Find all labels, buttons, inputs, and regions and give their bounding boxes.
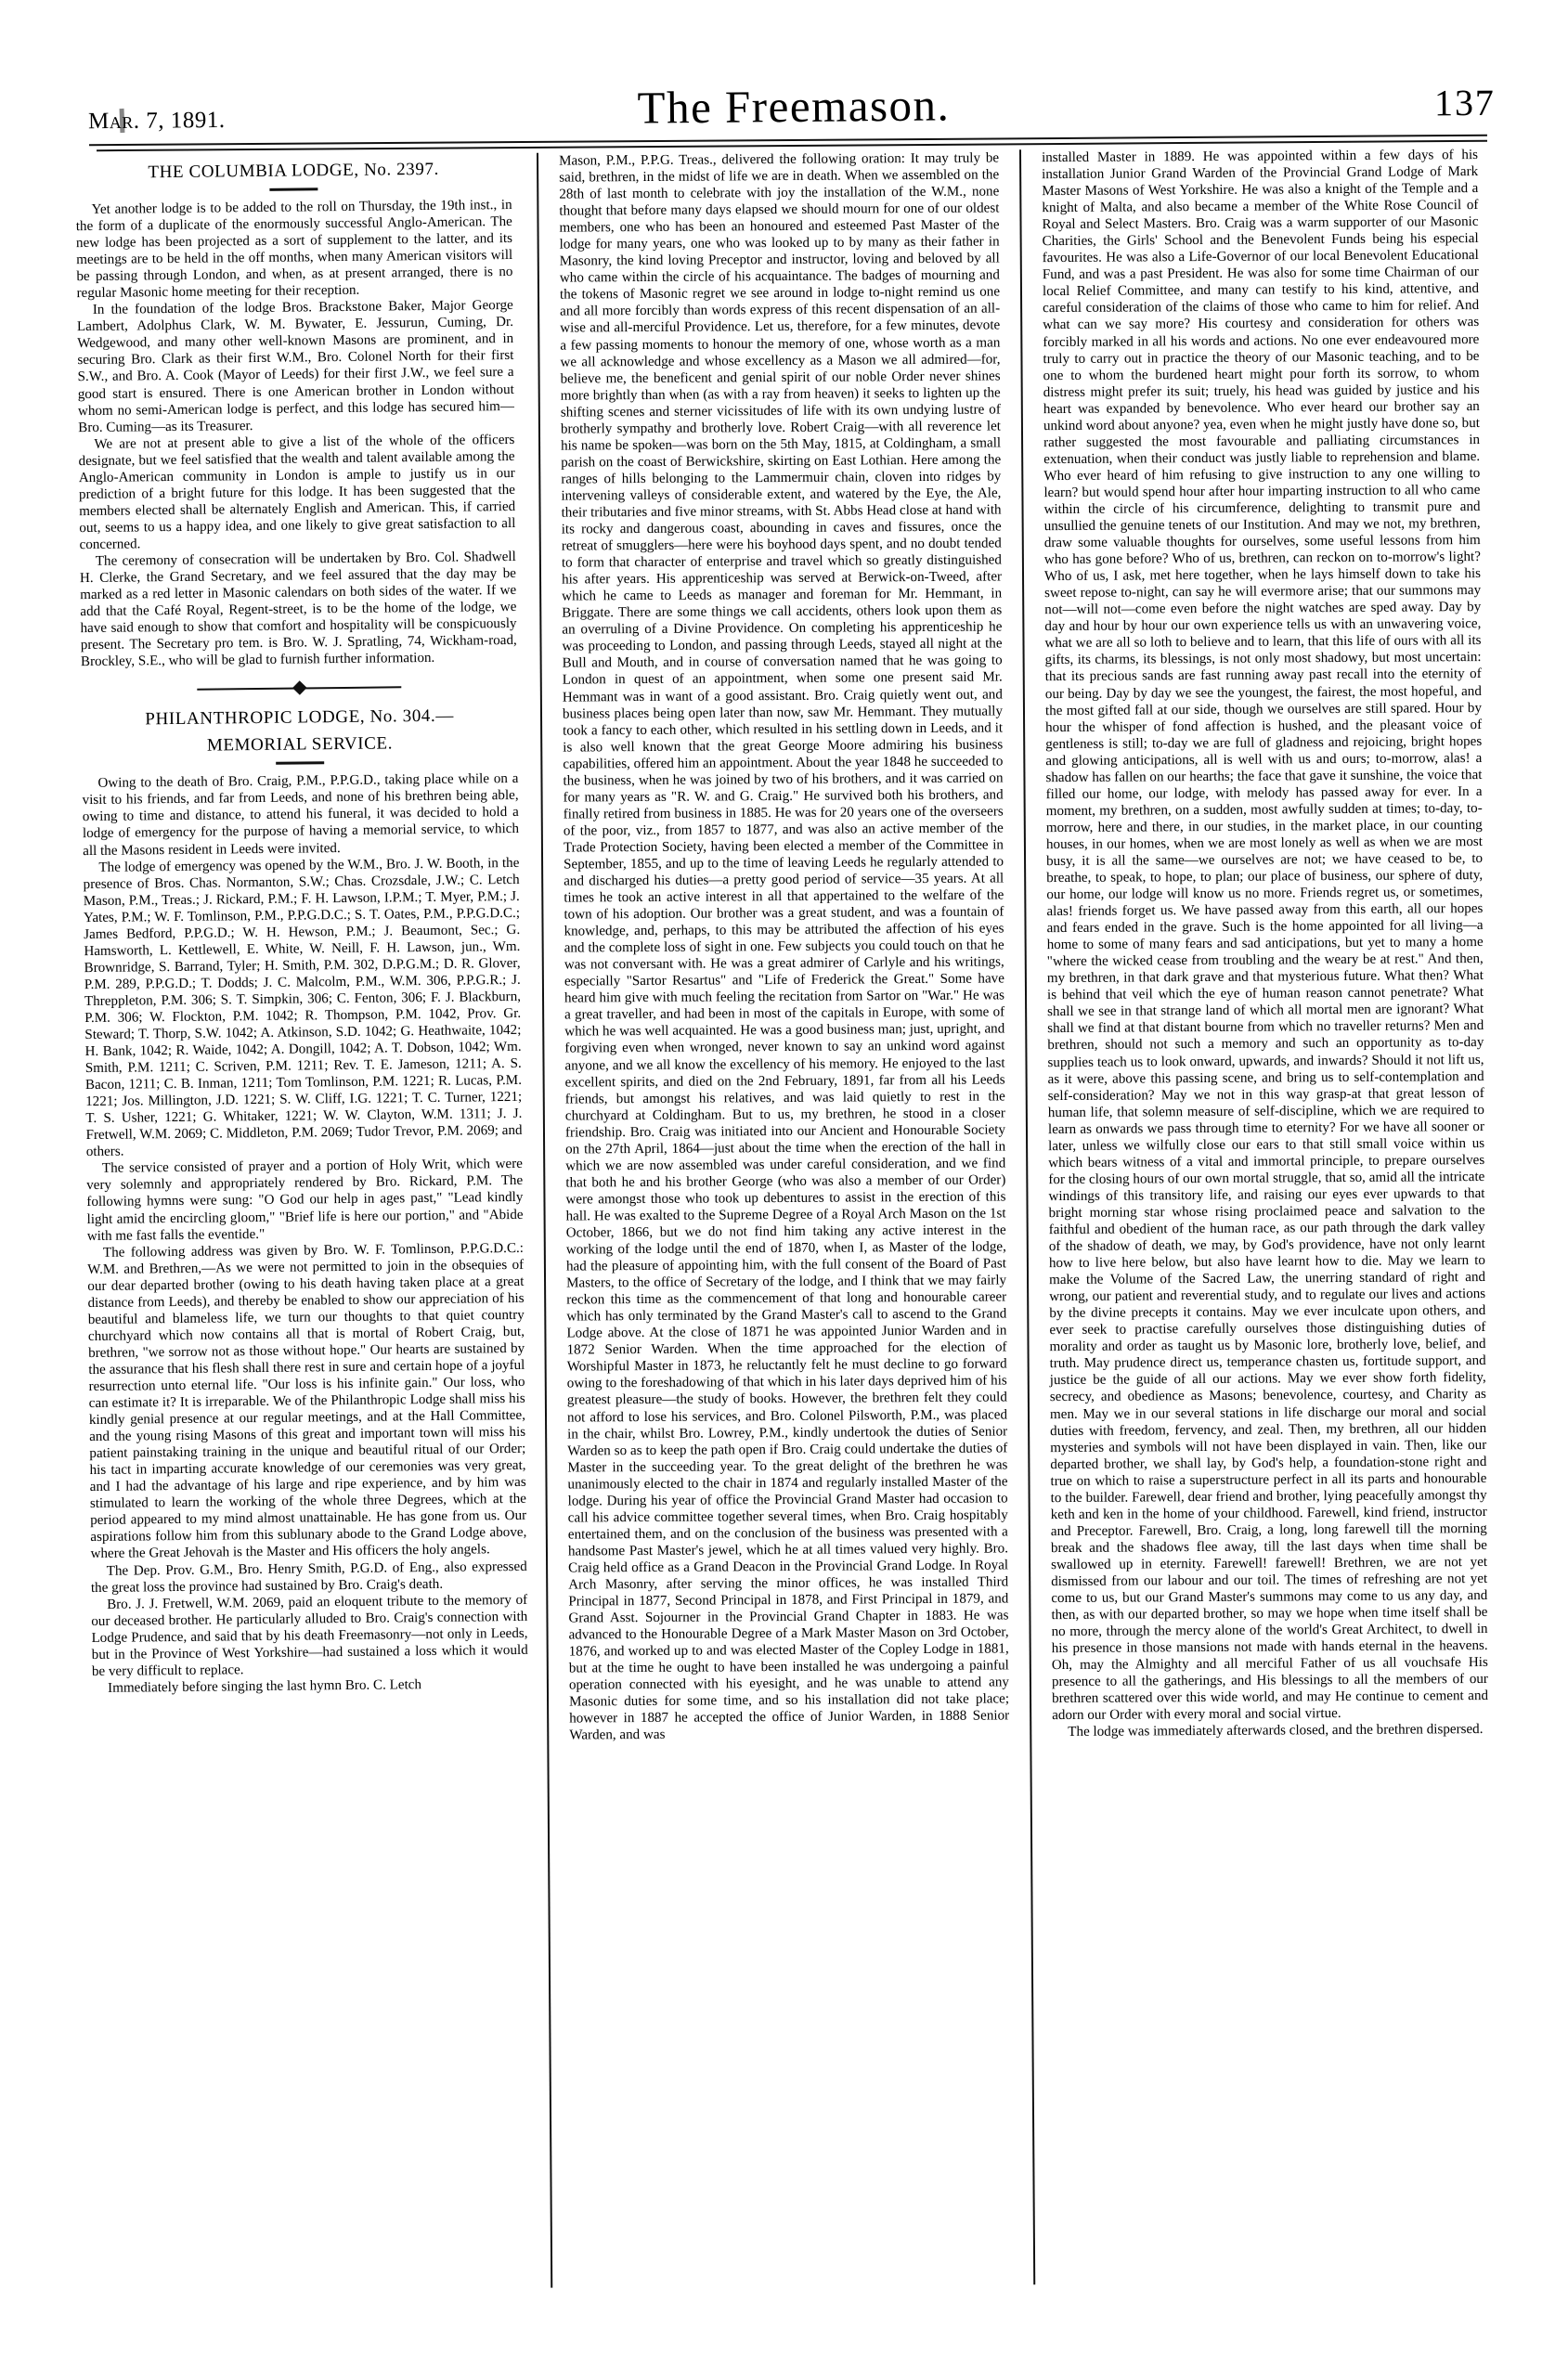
page-number: 137 — [1433, 81, 1497, 124]
article-paragraph: The lodge was immediately afterwards closed, and the brethren dispersed. — [1068, 1722, 1484, 1740]
section-heading: THE COLUMBIA LODGE, No. 2397. — [148, 159, 440, 183]
section-heading: MEMORIAL SERVICE. — [206, 733, 394, 756]
article-paragraph: The service consisted of prayer and a portion of Holy Writ, which were very solemnly and appropriately rendered by Bro. Rickard, P.M. The following hymns were sung: "O God our help in ages past," "Lead kindly light amid the encircling gloom," "Brief life is here our portion," and "Abide with me fast falls the eventide." — [86, 1157, 524, 1244]
column-2 — [537, 149, 1035, 2287]
article-paragraph: The lodge of emergency was opened by the W.M., Bro. J. W. Booth, in the presence of Bros. Chas. Normanton, S.W.; Chas. Crozsdale, J.W.; C. Letch Mason, P.M., Treas.; J. Rickard, P.M.; F. H. Lawson, I.P.M.; T. Myer, P.M.; J. Yates, P.M.; W. F. Tomlinson, P.M., P.P.G.D.C.; S. T. Oates, P.M., P.P.G.D.C.; James Bedford, P.P.G.D.; W. H. Hewson, P.M.; J. Beaumont, Sec.; G. Hamsworth, L. Kettlewell, E. White, W. Neill, F. H. Lawson, jun., Wm. Brownridge, S. Barrand, Tyler; H. Smith, P.M. 302, D.P.G.M.; D. R. Glover, P.M. 289, P.P.G.D.; T. Dodds; J. C. Malcolm, P.M., W.M. 306, P.P.G.R.; J. Threppleton, P.M. 306; S. T. Simpkin, 306; C. Fenton, 306; F. J. Blackburn, P.M. 306; W. Flockton, P.M. 1042; R. Thompson, P.M. 1042, Prov. Gr. Steward; T. Thorp, S.W. 1042; A. Atkinson, S.D. 1042; G. Heathwaite, 1042; H. Bank, 1042; R. Waide, 1042; A. Dongill, 1042; A. T. Dobson, 1042; Wm. Smith, P.M. 1211; C. Scriven, P.M. 1211; Rev. T. E. Jameson, 1211; A. S. Bacon, 1211; C. B. Inman, 1211; Tom Tomlinson, P.M. 1221; R. Lucas, P.M. 1221; Jos. Millington, J.D. 1221; S. W. Cliff, I.G. 1221; T. C. Turner, 1221; T. S. Usher, 1221; G. Whitaker, 1221; W. W. Clayton, W.M. 1311; J. J. Fretwell, W.M. 2069; C. Middleton, P.M. 2069; Tudor Trevor, P.M. 2069; and others. — [83, 855, 523, 1160]
heading-rule — [276, 762, 324, 766]
article-paragraph: The following address was given by Bro. W. F. Tomlinson, P.P.G.D.C.: W.M. and Brethren,—As we were not permitted to join in the obsequies of our dear departed brother (owing to his death having taken place at a great distance from Leeds), and thereby be enabled to show our appreciation of his beautiful and blameless life, we turn our thoughts to that quiet country churchyard which now contains all that is mortal of Robert Craig, but, brethren, "we sorrow not as those without hope." Our hearts are sustained by the assurance that his flesh shall there rest in sure and certain hope of a joyful resurrection unto eternal life. "Our loss is his infinite gain." Our loss, who can estimate it? It is irreparable. We of the Philanthropic Lodge shall miss his kindly genial presence at our regular meetings, and at the Hall Committee, and the young rising Masons of this great and important town will miss his patient painstaking training in the unique and beautiful ritual of our Order; his tact in imparting accurate knowledge of our ceremonies was very great, and I had the advantage of his large and ripe experience, and by him was stimulated to learn the working of the whole three Degrees, which at the period appeared to my mind almost unattainable. He has gone from us. Our aspirations follow him from this sublunary abode to the Grand Lodge above, where the Great Jehovah is the Master and His officers the holy angels. — [87, 1240, 527, 1562]
article-paragraph: Bro. J. J. Fretwell, W.M. 2069, paid an eloquent tribute to the memory of our deceased brother. He particularly alluded to Bro. Craig's connection with Lodge Prudence, and said that by his death Freemasonry—not only in Leeds, but in the Province of West Yorkshire—had sustained a loss which it would be very difficult to replace. — [91, 1592, 528, 1679]
column-3 — [1021, 147, 1492, 2284]
section-heading: PHILANTHROPIC LODGE, No. 304.— — [145, 705, 455, 730]
publication-title: The Freemason. — [637, 79, 951, 134]
diamond-icon — [292, 681, 307, 696]
article-paragraph: Mason, P.M., P.P.G. Treas., delivered the following oration: It may truly be said, brethren, in the midst of life we are in death. When we assembled on the 28th of last month to celebrate with joy the installation of the W.M., none thought that before many days elapsed we should mourn for one of our oldest members, one who has been an honoured and esteemed Past Master of the lodge for many years, one who was looked up to by many as their father in Masonry, the kind loving Preceptor and instructor, loving and beloved by all who came within the circle of his acquaintance. The badges of mourning and the tokens of Masonic regret we see around in lodge to-night remind us one and all more forcibly than words express of this recent dispensation of an all-wise and all-merciful Providence. Let us, therefore, for a few minutes, devote a few passing moments to honour the memory of one, whose worth as a man we all acknowledge and whose excellency as a Mason we all admired—for, believe me, the beneficent and genial spirit of our noble Order never shines more brightly than when (as with a ray from heaven) it seeks to lighten up the shifting scenes and sterner vicissitudes of life with its own undying lustre of brotherly sympathy and brotherly love. Robert Craig—with all reverence let his name be spoken—was born on the 5th May, 1815, at Coldingham, a small parish on the coast of Berwickshire, skirting on East Lothian. Here among the ranges of hills belonging to the Lammermuir chain, cloven into ridges by intervening valleys of considerable extent, and watered by the Eye, the Ale, their tributaries and five minor streams, with St. Abbs Head close at hand with its rocky and dangerous coast, abounding in caves and fissures, once the retreat of smugglers—here were his boyhood days spent, and no doubt tended to form that character of enterprise and travel which so greatly distinguished his after years. His apprenticeship was served at Berwick-on-Tweed, after which he came to Leeds as manager and foreman for Mr. Hemmant, in Briggate. There are some things we call accidents, others look upon them as an overruling of a Divine Providence. On completing his apprenticeship he was proceeding to London, and passing through Leeds, stayed all night at the Bull and Mouth, and in course of conversation named that he was going to London in quest of an appointment, when some one present said Mr. Hemmant was in want of a good assistant. Bro. Craig quietly went out, and business places being open later than now, saw Mr. Hemmant. They mutually took a fancy to each other, which resulted in his settling down in Leeds, and it is also well known that the great George Moore admiring his business capabilities, offered him an appointment. About the year 1848 he succeeded to the business, when he was joined by two of his brothers, and it was carried on for many years as "R. W. and G. Craig." He survived both his brothers, and finally retired from business in 1885. He was for 20 years one of the overseers of the poor, viz., from 1857 to 1877, and was also an active member of the Trade Protection Society, having been elected a member of the Committee in September, 1855, and up to the time of leaving Leeds he regularly attended to and discharged his duties—a pretty good period of service—35 years. At all times he took an active interest in all that appertained to the welfare of the town of his adoption. Our brother was a great student, and was a fountain of knowledge, and, perhaps, to this may be attributed the affection of his eyes and the complete loss of sight in one. Few subjects you could touch on that he was not conversant with. He was a great admirer of Carlyle and his writings, especially "Sartor Resartus" and "Life of Frederick the Great." Some have heard him give with much feeling the recitation from Sartor on "War." He was a great traveller, and had been in most of the capitals in Europe, with some of which he was well acquainted. He was a good business man; just, upright, and forgiving even when wronged, never known to say an unkind word against anyone, and we all know the excellency of his memory. He enjoyed to the last excellent spirits, and died on the 2nd February, 1891, far from all his Leeds friends, but amongst his relatives, and was laid quietly to rest in the churchyard at Coldingham. But to us, my brethren, he stood in a closer friendship. Bro. Craig was initiated into our Ancient and Honourable Society on the 27th April, 1864—just about the time when the erection of the hall in which we are now assembled was under careful consideration, and we find that both he and his brother George (who was also a member of our Order) were amongst those who took up debentures to assist in the erection of this hall. He was exalted to the Supreme Degree of a Royal Arch Mason on the 1st October, 1866, but we do not find him taking any active interest in the working of the lodge until the end of 1870, when I, as Master of the lodge, had the pleasure of appointing him, with the full consent of the Board of Past Masters, to the office of Secretary of the lodge, and I think that we may fairly reckon this time as the commencement of that long and honourable career which has only terminated by the Grand Master's call to ascend to the Grand Lodge above. At the close of 1871 he was appointed Junior Warden and in 1872 Senior Warden. When the time approached for the election of Worshipful Master in 1873, he reluctantly felt he must decline to go forward owing to the foreshadowing of that which in his later days deprived him of his greatest pleasure—the study of books. However, the brethren felt they could not afford to lose his services, and Bro. Colonel Pilsworth, P.M., was placed in the chair, whilst Bro. Lowrey, P.M., kindly undertook the duties of Senior Warden so as to keep the path open if Bro. Craig could undertake the duties of Master in the succeeding year. To the great delight of the brethren he was unanimously elected to the chair in 1874 and regularly installed Master of the lodge. During his year of office the Provincial Grand Master had occasion to call his advice committee together several times, when Bro. Craig hospitably entertained them, and on the conclusion of the business was presented with a handsome Past Master's jewel, which he at all times valued very highly. Bro. Craig held office as a Grand Deacon in the Provincial Grand Lodge. In Royal Arch Masonry, after serving the minor offices, he was installed Third Principal in 1877, Second Principal in 1878, and First Principal in 1879, and Grand Asst. Sojourner in the Provincial Grand Chapter in 1883. He was advanced to the Honourable Degree of a Mark Master Mason on 3rd October, 1876, and worked up to and was elected Master of the Copley Lodge in 1881, but at the time he ought to have been installed he was undergoing a painful operation connected with his eyesight, and he was unable to attend any Masonic duties for some time, and so his installation did not take place; however in 1887 he accepted the office of Junior Warden, in 1888 Senior Warden, and was — [558, 150, 1010, 1743]
article-paragraph: Owing to the death of Bro. Craig, P.M., P.P.G.D., taking place while on a visit to his friends, and far from Leeds, and none of his brethren being able, owing to time and distance, to attend his funeral, it was decided to hold a lodge of emergency for the purpose of having a memorial service, to which all the Masons resident in Leeds were invited. — [82, 771, 520, 859]
issue-date: Mar. 7, 1891. — [87, 107, 226, 135]
article-paragraph: Yet another lodge is to be added to the roll on Thursday, the 19th inst., in the form of a duplicate of the enormously successful Anglo-American. The new lodge has been projected as a sort of supplement to the latter, and its meetings are to be held in the off months, when many American visitors will be passing through London, and when, as at present arranged, there is no regular Masonic home meeting for their reception. — [75, 197, 513, 302]
article-paragraph: Immediately before singing the last hymn Bro. C. Letch — [108, 1676, 422, 1696]
heading-rule — [269, 188, 317, 191]
column-1 — [75, 152, 555, 2292]
article-paragraph: installed Master in 1889. He was appointed within a few days of his installation Junior Grand Warden of the Provincial Grand Lodge of Mark Master Masons of West Yorkshire. He was also a knight of the Temple and a knight of Malta, and also became a member of the White Rose Council of Royal and Select Masters. Bro. Craig was a warm supporter of our Masonic Charities, the Girls' School and the Benevolent Funds being his especial favourites. He was also a Life-Governor of our local Benevolent Educational Fund, and was a past President. He was also for some time Chairman of our local Relief Committee, and many can testify to his kind, attentive, and careful consideration of the claims of those who came to him for relief. And what can we say more? His courtesy and consideration for others was forcibly marked in all his words and actions. No one ever endeavoured more truly to carry out in practice the theory of our Masonic teaching, and to be one to whom the burdened heart might pour forth its sorrow, to whom distress might prefer its suit; truely, his head was guided by justice and his heart was expanded by benevolence. Who ever heard our brother say an unkind word about anyone? yea, even when he might justly have done so, but rather suggested the most favourable and palliating circumstances in extenuation, when their conduct was justly liable to reprehension and blame. Who ever heard of him refusing to give instruction to any one willing to learn? but would spend hour after hour imparting instruction to all who came within the circle of his circumference, delighting to transmit pure and unsullied the genuine tenets of our Institution. And may we not, my brethren, draw some valuable thoughts for ourselves, some useful lessons from him who has gone before? Who of us, brethren, can reckon on to-morrow's light? Who of us, I ask, met here together, when he lays himself down to take his sweet repose to-night, can say he will evermore arise; that our summons may not—will not—come even before the night watches are sped away. Day by day and hour by hour our own experience tells us with an unwavering voice, what we are all so loth to believe and to learn, that this life of ours with all its gifts, its charms, its blessings, is not only most shadowy, but most uncertain: that its precious sands are fast running away past recall into the eternity of our being. Day by day we see the youngest, the fairest, the most hopeful, and the most gifted fall at our side, though we ourselves are still spared. Hour by hour the whisper of fond affection is hushed, and the pleasant voice of gentleness is still; to-day we are full of gladness and rejoicing, bright hopes and glowing anticipations, all is well with us and ours; to-morrow, alas! a shadow has fallen on our hearths; the face that gave it sunshine, the voice that filled our home, our lodge, with melody has passed away for ever. In a moment, my brethren, on a sudden, most awfully sudden at times; to-day, to-morrow, here and there, in our studies, in the market place, in our counting houses, in our homes, when we are most lonely as well as when we are most busy, it is all the same—we ourselves are not; we have ceased to be, to breathe, to speak, to hope, to plan; our place of business, our sphere of duty, our home, our lodge will know us no more. Friends regret us, or sometimes, alas! friends forget us. We have passed away from this earth, all our hopes and fears ended in the grave. Such is the home appointed for all living—a home to some of many fears and sad anticipations, but yet to many a home "where the wicked cease from troubling and the weary be at rest." And then, my brethren, in that dark grave and that mysterious future. What then? What is behind that veil which the eye of human reason cannot penetrate? What shall we see in that strange land of which all mortal men are ignorant? What shall we find at that distant bourne from which no traveller returns? Men and brethren, should not such a memory and such an opportunity as to-day supplies teach us to look onward, upwards, and inwards? Should it not lift us, as it were, above this passing scene, and bring us to self-contemplation and self-consideration? May we not in this way grasp-at that great lesson of human life, that solemn measure of self-discipline, which we are required to learn as onwards we pass through time to eternity? For we have all sooner or later, unless we wilfully close our ears to that still small voice within us which bears witness of a vital and immortal principle, to prepare ourselves for the closing hours of our own mortal struggle, that so, amid all the intricate windings of this transitory life, and raising our eyes ever upwards to that bright morning star whose rising proclaimed peace and salvation to the faithful and obedient of the human race, as our path through the dark valley of the shadow of death, we may, by God's providence, have not only learnt how to live here below, but also have learnt how to die. May we learn to make the Volume of the Sacred Law, the unerring standard of right and wrong, our patient and reverential study, and to regulate our lives and actions by the divine precepts it contains. May we ever inculcate upon others, and ever seek to practise carefully ourselves those distinguishing duties of morality and order as taught us by Masonic lore, brotherly love, belief, and truth. May prudence direct us, temperance chasten us, fortitude support, and justice be the guide of all our actions. May we ever show forth fidelity, secrecy, and obedience as Masons; benevolence, courtesy, and Charity as men. May we in our several stations in life discharge our moral and social duties with freedom, fervency, and zeal. Then, my brethren, all our hidden mysteries and symbols will not have been displayed in vain. Then, like our departed brother, we shall lay, by God's help, a foundation-stone right and true on which to raise a superstructure perfect in all its parts and honourable to the builder. Farewell, dear friend and brother, lying peacefully amongst thy keth and ken in the home of your childhood. Farewell, kind friend, instructor and Preceptor. Farewell, Bro. Craig, a long, long farewell till the morning break and the shadows flee away, till the last days when time shall be swallowed up in eternity. Farewell! farewell! Brethren, we are not yet dismissed from our labour and our toil. The times of refreshing are not yet come to us, but our Grand Master's summons may come to us any day, and then, as with our departed brother, so may we hope when time itself shall be no more, through the mercy alone of the world's Great Architect, to dwell in his presence in those mansions not made with hands eternal in the heavens. Oh, may the Almighty and all merciful Father of us all vouchsafe His presence to all the gatherings, and His blessings to all the members of our brethren scattered over this wide world, and may He continue to cement and adorn our Order with every moral and social virtue. — [1041, 148, 1489, 1724]
diamond-ornament-divider — [197, 682, 401, 695]
article-paragraph: In the foundation of the lodge Bros. Brackstone Baker, Major George Lambert, Adolphus Clark, W. M. Bywater, E. Jessurun, Cuming, Dr. Wedgewood, and many other well-known Masons are prominent, and in securing Bro. Clark as their first W.M., Bro. Colonel North for their first S.W., and Bro. A. Cook (Mayor of Leeds) for their first J.W., we feel sure a good start is ensured. There is one American brother in London without whom no semi-American lodge is perfect, and this lodge has secured him—Bro. Cuming—as its Treasurer. — [76, 298, 515, 435]
column-container — [75, 147, 1505, 2291]
article-paragraph: We are not at present able to give a list of the whole of the officers designate, but we feel satisfied that the wealth and talent available among the Anglo-American community in London is ample to justify us in our prediction of a bright future for this lodge. It has been suggested that the members elected shall be alternately English and American. This, if carried out, seems to us a happy idea, and one likely to give great satisfaction to all concerned. — [78, 432, 516, 553]
article-paragraph: The ceremony of consecration will be undertaken by Bro. Col. Shadwell H. Clerke, the Grand Secretary, and we feel assured that the day may be marked as a red letter in Masonic calendars on both sides of the water. If we add that the Café Royal, Regent-street, is to be the home of the lodge, we have said enough to show that comfort and hospitality will be conspicuously present. The Secretary pro tem. is Bro. W. J. Spratling, 74, Wickham-road, Brockley, S.E., who will be glad to furnish further information. — [79, 549, 517, 670]
article-paragraph: The Dep. Prov. G.M., Bro. Henry Smith, P.G.D. of Eng., also expressed the great loss the province had sustained by Bro. Craig's death. — [90, 1559, 527, 1596]
